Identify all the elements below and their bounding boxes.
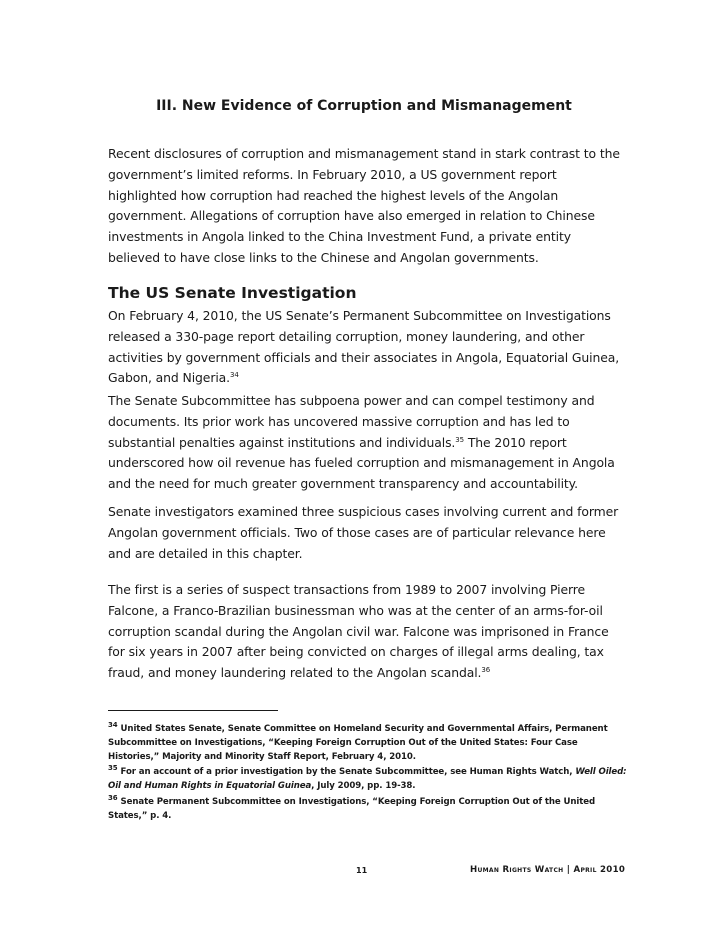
intro-paragraph: Recent disclosures of corruption and mismanagement stand in stark contrast to the government’s limited reforms. In February 2010, a US government report highlighted how corruption had reached the highest levels of the Angolan government. Allegations of corruption have also emerged in relation to Chinese investments in Angola linked to the China Investment Fund, a private entity believed to have close links to the Chinese and Angolan governments. bbox=[108, 146, 620, 265]
footnote-text: United States Senate, Senate Committee on Homeland Security and Governmental Affairs, Permanent Subcommittee on Investigations, “Keeping Foreign Corruption Out of the United States: Four Case Histories,” Majority and Minority Staff Report, February 4, 2010. bbox=[108, 724, 608, 763]
footnote-divider bbox=[108, 710, 278, 711]
footnote-number: 34 bbox=[108, 721, 118, 729]
footnote-36 bbox=[108, 795, 628, 823]
footnote-ref-36: 36 bbox=[481, 666, 491, 675]
body-paragraph-4 bbox=[108, 580, 624, 684]
footnote-35 bbox=[108, 765, 628, 793]
section-title: III. New Evidence of Corruption and Mismanagement bbox=[156, 98, 572, 114]
running-footer: Human Rights Watch | April 2010 bbox=[470, 865, 626, 875]
footnote-number: 36 bbox=[108, 794, 118, 802]
paragraph-text-continued: The 2010 report underscored how oil revenue has fueled corruption and mismanagement in Angola and the need for much greater government transparency and accountability. bbox=[108, 434, 615, 492]
footnote-ref-35: 35 bbox=[455, 435, 464, 444]
footnote-ref-34: 34 bbox=[230, 371, 239, 380]
paragraph-text: The first is a series of suspect transactions from 1989 to 2007 involving Pierre Falcone, a Franco-Brazilian businessman who was at the center of an arms-for-oil corruption scandal during the Angolan civil war. Falcone was imprisoned in France for six years in 2007 after being convicted on charges of illegal arms dealing, tax fraud, and money laundering related to the Angolan scandal. bbox=[108, 582, 609, 681]
paragraph-text: On February 4, 2010, the US Senate’s Permanent Subcommittee on Investigations released a 330-page report detailing corruption, money laundering, and other activities by government officials and their associates in Angola, Equatorial Guinea, Gabon, and Nigeria. bbox=[108, 308, 620, 386]
footnote-text-continued: , July 2009, pp. 19-38. bbox=[311, 781, 416, 792]
footnote-text: Senate Permanent Subcommittee on Investigations, “Keeping Foreign Corruption Out of the United States,” p. 4. bbox=[108, 797, 596, 822]
subsection-heading: The US Senate Investigation bbox=[108, 284, 357, 302]
footnote-34 bbox=[108, 722, 628, 765]
footnote-report-title: Well Oiled: Oil and Human Rights in Equatorial Guinea bbox=[108, 767, 627, 792]
body-paragraph-1 bbox=[108, 306, 624, 389]
footnote-number: 35 bbox=[108, 764, 118, 772]
footnote-text: For an account of a prior investigation by the Senate Subcommittee, see Human Rights Watch, bbox=[120, 767, 576, 777]
body-paragraph-2 bbox=[108, 391, 624, 495]
paragraph-text: The Senate Subcommittee has subpoena power and can compel testimony and documents. Its prior work has uncovered massive corruption and has led to substantial penalties against institutions and individuals. bbox=[108, 393, 595, 450]
body-paragraph-3: Senate investigators examined three suspicious cases involving current and former Angolan government officials. Two of those cases are of particular relevance here and are detailed in this chapter. bbox=[108, 504, 619, 561]
page-number: 11 bbox=[356, 866, 368, 875]
